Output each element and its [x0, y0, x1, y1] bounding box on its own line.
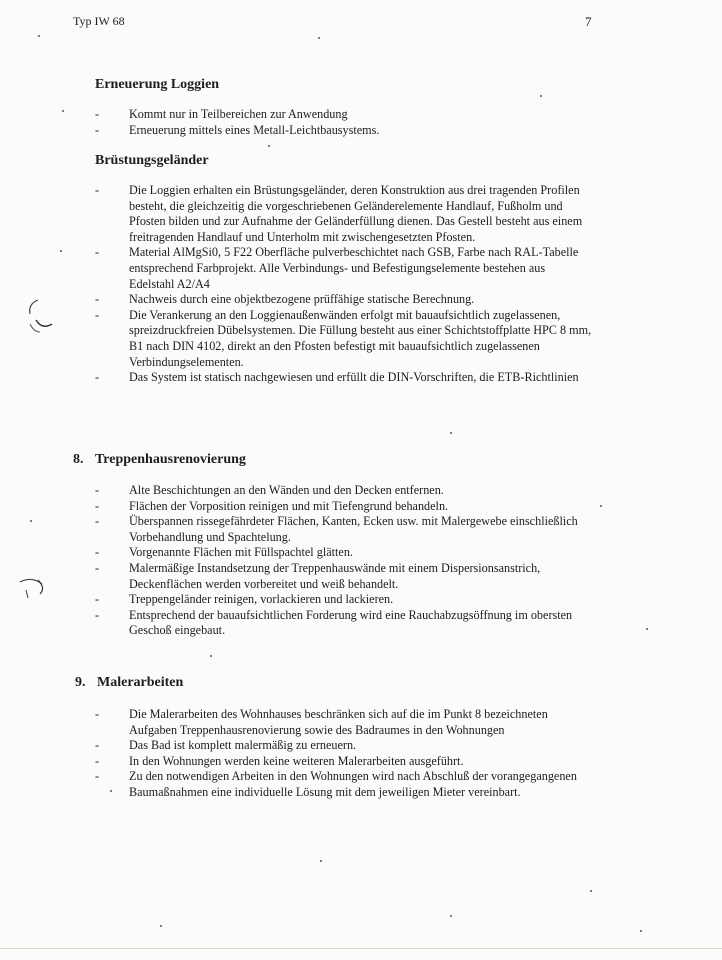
scan-speck — [38, 35, 40, 37]
dash-bullet: - — [95, 307, 100, 322]
list-item — [0, 514, 593, 545]
list-item-text: Malermäßige Instandsetzung der Treppenhauswände mit einem Dispersionsanstrich, Deckenflächen werden vorbereitet und weiß behandelt. — [129, 560, 541, 591]
page-number: 7 — [585, 14, 592, 29]
list-item-text: Kommt nur in Teilbereichen zur Anwendung — [129, 107, 348, 121]
scan-speck — [540, 95, 542, 97]
list-item-text: Erneuerung mittels eines Metall-Leichtbausystems. — [129, 122, 380, 137]
scan-speck — [646, 628, 648, 630]
scan-speck — [320, 860, 322, 862]
section-title-text: Treppenhausrenovierung — [95, 452, 246, 467]
scan-speck — [30, 520, 32, 522]
section-title — [75, 675, 183, 691]
scan-speck — [640, 930, 642, 932]
list-item-text: Nachweis durch eine objektbezogene prüffähige statische Berechnung. — [129, 292, 475, 307]
list-item — [0, 738, 593, 754]
list-item-text: Entsprechend der bauaufsichtlichen Forderung wird eine Rauchabzugsöffnung im obersten Geschoß eingebaut. — [129, 607, 573, 638]
document-type-label: Typ IW 68 — [73, 14, 125, 28]
dash-bullet: - — [95, 545, 100, 560]
bullet-list — [0, 183, 722, 386]
dash-bullet: - — [95, 592, 100, 607]
scan-speck — [210, 655, 212, 657]
section-title — [95, 77, 219, 93]
section-title — [73, 452, 246, 468]
list-item — [0, 245, 593, 292]
list-item — [0, 608, 593, 639]
scan-speck — [450, 432, 452, 434]
list-item-text: In den Wohnungen werden keine weiteren Malerarbeiten ausgeführt. — [129, 753, 464, 768]
scan-speck — [110, 790, 112, 792]
dash-bullet: - — [95, 514, 100, 529]
dash-bullet: - — [95, 753, 100, 768]
list-item-text: Das System ist statisch nachgewiesen und erfüllt die DIN-Vorschriften, die ETB-Richtlinien — [129, 370, 579, 385]
bullet-list — [0, 107, 722, 138]
list-item-text: Die Loggien erhalten ein Brüstungsgeländer, deren Konstruktion aus drei tragenden Profilen besteht, die gleichzeitig die vorgeschriebenen Geländerelemente Handlauf, Fußholm und Pfosten bilden und zur Aufnahme der Geländerfüllung dienen. Das Gestell besteht aus einem freitragenden Handlauf und Unterholm mit zwischengesetzten Pfosten. — [129, 183, 583, 244]
section-title — [95, 153, 209, 169]
scan-speck — [318, 37, 320, 39]
scan-edge-line — [0, 948, 722, 949]
punch-hole-mark — [22, 296, 56, 340]
list-item-text: Die Malerarbeiten des Wohnhauses beschränken sich auf die im Punkt 8 bezeichneten Aufgaben Treppenhausrenovierung sowie des Badraumes in den Wohnungen — [129, 707, 548, 737]
dash-bullet: - — [95, 107, 100, 121]
dash-bullet: - — [95, 738, 100, 753]
list-item-text: Material AlMgSi0, 5 F22 Oberfläche pulverbeschichtet nach GSB, Farbe nach RAL-Tabelle entsprechend Farbprojekt. Alle Verbindungs- und Befestigungselemente bestehen aus Edelstahl A2/A4 — [129, 245, 579, 291]
list-item-text: Zu den notwendigen Arbeiten in den Wohnungen wird nach Abschluß der vorangegangenen Baumaßnahmen eine individuelle Lösung mit dem jeweiligen Mieter vereinbart. — [129, 769, 577, 799]
list-item-text: Treppengeländer reinigen, vorlackieren und lackieren. — [129, 592, 394, 607]
dash-bullet: - — [95, 292, 100, 307]
list-item — [0, 561, 593, 592]
list-item — [0, 123, 593, 139]
scan-speck — [62, 110, 64, 112]
section-number: 9. — [75, 675, 86, 690]
dash-bullet: - — [95, 560, 100, 575]
dash-bullet: - — [95, 769, 100, 784]
dash-bullet: - — [95, 370, 100, 385]
bullet-list — [0, 483, 722, 639]
list-item-text: Flächen der Vorposition reinigen und mit Tiefengrund behandeln. — [129, 498, 449, 513]
list-item-text: Alte Beschichtungen an den Wänden und den Decken entfernen. — [129, 483, 444, 497]
section-number: 8. — [73, 452, 84, 467]
dash-bullet: - — [95, 483, 100, 497]
section-title-text: Malerarbeiten — [97, 675, 184, 690]
section-title-text: Brüstungsgeländer — [95, 153, 209, 168]
list-item — [0, 769, 593, 800]
section-title-text: Erneuerung Loggien — [95, 77, 220, 92]
scan-speck — [600, 505, 602, 507]
list-item — [0, 483, 593, 499]
list-item-text: Die Verankerung an den Loggienaußenwänden erfolgt mit bauaufsichtlich zugelassenen, spreizdruckfreien Dübelsystemen. Die Füllung besteht aus einer Schichtstoffplatte HPC 8 mm, B1 nach DIN 4102, direkt an den Pfosten befestigt mit bauaufsichtlich zugelassenen Verbindungselementen. — [129, 307, 592, 369]
dash-bullet: - — [95, 183, 100, 197]
list-item — [0, 707, 593, 738]
list-item-text: Das Bad ist komplett malermäßig zu erneuern. — [129, 738, 357, 753]
scan-speck — [160, 925, 162, 927]
list-item — [0, 107, 593, 123]
scan-speck — [60, 250, 62, 252]
list-item-text: Überspannen rissegefährdeter Flächen, Kanten, Ecken usw. mit Malergewebe einschließlich Vorbehandlung und Spachtelung. — [129, 514, 578, 544]
list-item — [0, 308, 593, 370]
bullet-list — [0, 707, 722, 801]
scan-speck — [268, 145, 270, 147]
dash-bullet: - — [95, 607, 100, 622]
list-item-text: Vorgenannte Flächen mit Füllspachtel glätten. — [129, 545, 353, 560]
punch-hole-mark — [16, 572, 50, 602]
dash-bullet: - — [95, 122, 100, 137]
list-item — [0, 754, 593, 770]
list-item — [0, 545, 593, 561]
list-item — [0, 370, 593, 386]
list-item — [0, 592, 593, 608]
scan-speck — [590, 890, 592, 892]
scan-speck — [450, 915, 452, 917]
list-item — [0, 292, 593, 308]
dash-bullet: - — [95, 245, 100, 260]
dash-bullet: - — [95, 707, 100, 721]
list-item — [0, 183, 593, 245]
dash-bullet: - — [95, 498, 100, 513]
list-item — [0, 499, 593, 515]
